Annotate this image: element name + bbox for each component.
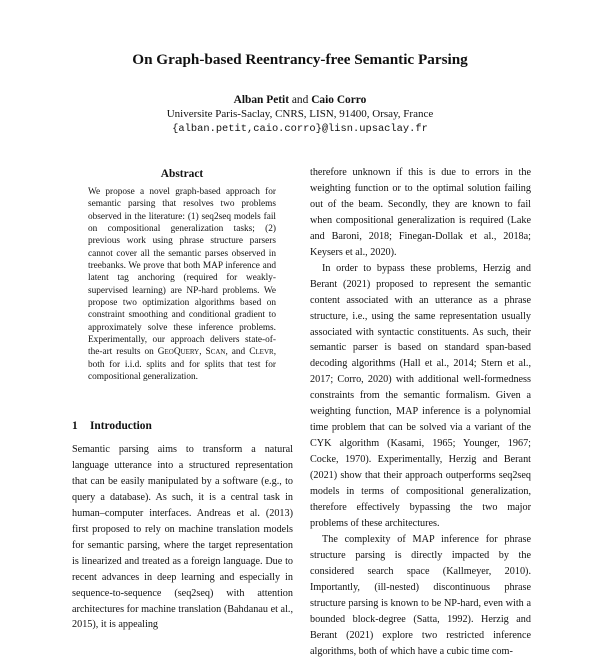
section-heading xyxy=(72,420,292,432)
author-name: Alban Petit xyxy=(233,94,290,106)
separator: , xyxy=(199,347,202,358)
paragraph: Semantic parsing aims to transform a natural language utterance into a structured representation that can be easily manipulated by a software (e.g., to query a database). As such, it is a central task in human–computer interfaces. Andreas et al. (2013) first proposed to rely on machine translation models for semantic parsing, where the target representation is linearized and treated as a foreign language. Due to recent advances in deep learning and especially in sequence-to-sequence (seq2seq) with attention architectures for machine translation (Bahdanau et al., 2015), it is appealing xyxy=(72,444,293,631)
author-email: {alban.petit,caio.corro}@lisn.upsaclay.fr xyxy=(172,123,428,135)
author-conjunction: and xyxy=(291,94,309,106)
author-line xyxy=(0,94,600,106)
author-name: Caio Corro xyxy=(311,94,367,106)
section-title: Introduction xyxy=(90,420,152,432)
section-number: 1 xyxy=(72,420,78,432)
abstract-heading: Abstract xyxy=(160,168,204,180)
abstract-body-end: , both for i.i.d. splits and for splits that test for compositional generalization. xyxy=(88,347,277,383)
abstract-text xyxy=(88,186,276,384)
left-column xyxy=(72,442,293,633)
separator: , and xyxy=(225,347,246,358)
dataset-name: Scan xyxy=(205,347,226,358)
abstract-body: We propose a novel graph-based approach for semantic parsing that resolves two problems observed in the literature: (1) seq2seq models fail on compositional generalization tasks; (2) previous work using phrase structure parsers cannot cover all the semantic parses observed in treebanks. We prove that both MAP inference and latent tag anchoring (required for weakly-supervised learning) are NP-hard problems. We propose two optimization algorithms based on constraint smoothing and conditional gradient to approximately solve these inference problems. Experimentally, our approach delivers state-of-the-art results on xyxy=(88,187,276,358)
paragraph: therefore unknown if this is due to errors in the weighting function or to the optimal solution failing out of the beam. Secondly, they are known to fail when compositional generalization is required (Lake and Baroni, 2018; Finegan-Dollak et al., 2018a; Keysers et al., 2020). xyxy=(310,167,531,258)
author-affiliation: Universite Paris-Saclay, CNRS, LISN, 91400, Orsay, France xyxy=(166,108,434,120)
paragraph: In order to bypass these problems, Herzig and Berant (2021) proposed to represent the semantic content associated with an utterance as a phrase structure, i.e., using the same representation usually associated with syntactic constituents. As such, their semantic parser is based on standard span-based decoding algorithms (Hall et al., 2014; Stern et al., 2017; Corro, 2020) with additional well-formedness constraints from the semantic formalism. Given a weighting function, MAP inference is a polynomial time problem that can be solved via a variant of the CYK algorithm (Kasami, 1965; Younger, 1967; Cocke, 1970). Experimentally, Herzig and Berant (2021) show that their approach outperforms seq2seq models in terms of compositional generalization, therefore effectively bypassing the two major problems of these architectures. xyxy=(310,262,531,529)
dataset-name: GeoQuery xyxy=(157,347,200,358)
right-column xyxy=(310,165,531,660)
dataset-name: Clevr xyxy=(249,347,274,358)
paper-title: On Graph-based Reentrancy-free Semantic Parsing xyxy=(132,51,468,68)
paragraph: The complexity of MAP inference for phrase structure parsing is directly impacted by the considered search space (Kallmeyer, 2010). Importantly, (ill-nested) discontinuous phrase structure parsing is known to be NP-hard, even with a bounded block-degree (Satta, 1992). Herzig and Berant (2021) explore two restricted inference algorithms, both of which have a cubic time com- xyxy=(310,533,531,657)
